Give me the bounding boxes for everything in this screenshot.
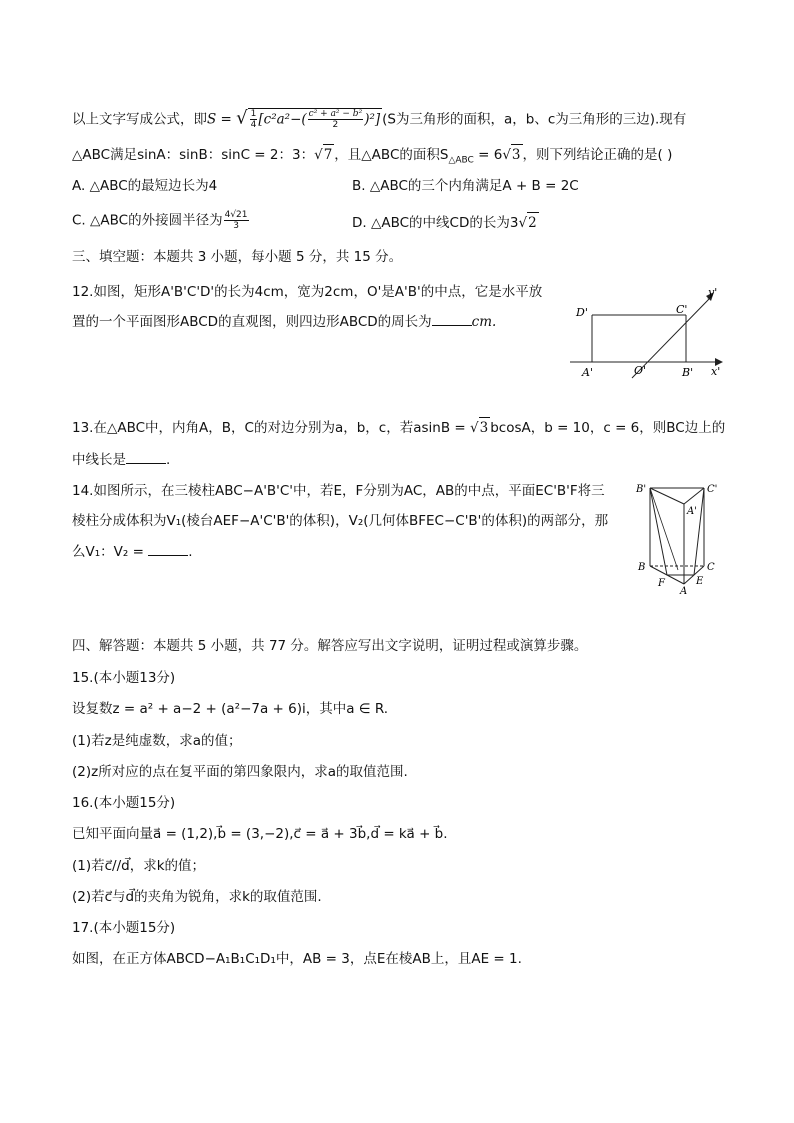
label-C: C: [707, 562, 715, 573]
label-A: A: [680, 586, 688, 595]
label-B: B: [638, 562, 646, 573]
label-C: C': [676, 303, 688, 316]
option-text: △ABC的三个内角满足A + B = 2C: [369, 178, 579, 194]
option-label: B.: [352, 178, 366, 194]
label-x: x': [711, 365, 721, 378]
q15-part1: (1)若z是纯虚数，求a的值；: [72, 733, 242, 749]
area-subscript: △ABC: [448, 155, 474, 166]
q13-line1: [72, 417, 725, 438]
q14-line3: [72, 541, 193, 562]
q13-line2: [72, 449, 170, 470]
section3-heading: 三、填空题：本题共 3 小题，每小题 5 分，共 15 分。: [72, 249, 403, 265]
frac-quarter: $\frac{1}{4}$: [250, 109, 257, 130]
q12-line1: 12.如图，矩形A'B'C'D'的长为4cm，宽为2cm，O'是A'B'的中点，它是水平放: [72, 284, 543, 300]
q13-line2-suffix: .: [166, 452, 171, 468]
q16-stem: 已知平面向量a⃗ = (1,2),b⃗ = (3,−2),c⃗ = a⃗ + 3b⃗,d⃗ = ka⃗ + b⃗.: [72, 826, 448, 842]
label-A: A': [582, 366, 593, 379]
option-label: A.: [72, 178, 86, 194]
edge-EC1: [694, 488, 704, 575]
q15-part2: (2)z所对应的点在复平面的第四象限内，求a的取值范围.: [72, 764, 408, 780]
section4-heading: 四、解答题：本题共 5 小题，共 77 分。解答应写出文字说明，证明过程或演算步骤。: [72, 638, 588, 654]
sqrt-7: 7: [323, 144, 335, 165]
q11-option-c[interactable]: [72, 210, 250, 231]
q14-line1: 14.如图所示，在三棱柱ABC−A'B'C'中，若E，F分别为AC，AB的中点，平面EC'B'F将三: [72, 483, 605, 499]
label-B: B': [682, 366, 694, 379]
label-E: E: [696, 576, 704, 587]
sqrt-3: 3: [479, 417, 491, 438]
q16-title: 16.(本小题15分): [72, 795, 176, 811]
q11-line2-suffix: ，则下列结论正确的是( ): [522, 147, 673, 163]
q13-line1-suffix: bcosA，b = 10，c = 6，则BC边上的: [490, 420, 726, 436]
q12-line2-prefix: 置的一个平面图形ABCD的直观图，则四边形ABCD的周长为: [72, 314, 432, 330]
option-label: C.: [72, 212, 86, 229]
label-y: y': [708, 286, 718, 299]
q15-stem: 设复数z = a² + a−2 + (a²−7a + 6)i，其中a ∈ R.: [72, 701, 389, 717]
radical-sign: √: [314, 147, 323, 163]
q11-line1: [72, 108, 686, 130]
q11-option-d[interactable]: [352, 212, 539, 233]
radical-sign: √: [518, 215, 528, 231]
edge-A1C1: [684, 488, 704, 504]
q13-line2-prefix: 中线长是: [72, 452, 126, 468]
q15-title: 15.(本小题13分): [72, 670, 176, 686]
sqrt-3: 3: [511, 144, 523, 165]
formula-S: S: [207, 111, 217, 128]
q11-option-a[interactable]: [72, 176, 217, 196]
radical-sign: √: [236, 107, 248, 129]
edge-B1A1: [650, 488, 684, 504]
label-O: O': [634, 364, 647, 377]
label-D: D': [576, 306, 588, 319]
formula-close: )²]: [364, 111, 381, 128]
q17-stem: 如图，在正方体ABCD−A₁B₁C₁D₁中，AB = 3，点E在棱AB上，且AE = 1.: [72, 951, 522, 967]
q11-line2-prefix: △ABC满足sinA：sinB：sinC = 2：3：: [72, 147, 315, 163]
q11-line2-mid: ，且△ABC的面积S: [334, 147, 449, 163]
q14-line3-suffix: .: [188, 544, 193, 560]
q14-figure: [634, 480, 724, 595]
frac-cos: $\frac{\text{c² + a² − b²}}{2}$: [308, 109, 363, 130]
q12-line2-suffix: cm.: [471, 314, 497, 330]
label-A1: A': [687, 506, 697, 517]
q13-line1-prefix: 13.在△ABC中，内角A，B，C的对边分别为a，b，c，若asinB =: [72, 420, 470, 436]
answer-blank[interactable]: [432, 311, 472, 326]
q11-option-b[interactable]: [352, 176, 579, 196]
answer-blank[interactable]: [126, 449, 166, 464]
q11-line1-prefix: 以上文字写成公式，即: [72, 111, 207, 128]
formula-inner: [c²a²−(: [258, 111, 307, 128]
sqrt-2: 2: [527, 212, 539, 233]
radical-sign: √: [470, 420, 479, 436]
q17-title: 17.(本小题15分): [72, 920, 176, 936]
option-label: D.: [352, 215, 367, 231]
q11-line2-eq: = 6: [473, 147, 503, 163]
q11-line2: [72, 144, 672, 171]
option-text: △ABC的外接圆半径为: [90, 212, 223, 229]
equals-sign: =: [216, 111, 237, 128]
q16-part1: (1)若c⃗//d⃗，求k的值；: [72, 858, 206, 874]
option-text: △ABC的最短边长为4: [89, 178, 218, 194]
label-F: F: [658, 578, 665, 589]
q16-part2: (2)若c⃗与d⃗的夹角为锐角，求k的取值范围.: [72, 889, 322, 905]
answer-blank[interactable]: [148, 541, 188, 556]
sqrt-heron: [248, 108, 383, 130]
q12-figure: [570, 282, 730, 382]
radical-sign: √: [502, 147, 511, 163]
q12-line2: [72, 311, 496, 332]
frac-radius: $\frac{4√21}{3}$: [224, 210, 248, 231]
q11-line1-suffix: (S为三角形的面积，a，b、c为三角形的三边).现有: [382, 111, 687, 128]
option-text: △ABC的中线CD的长为3: [370, 215, 519, 231]
label-B1: B': [636, 484, 647, 495]
label-C1: C': [707, 484, 718, 495]
q14-line3-prefix: 么V₁：V₂ =: [72, 544, 149, 560]
q14-line2: 棱柱分成体积为V₁(棱台AEF−A'C'B'的体积)，V₂(几何体BFEC−C'B'的体积)的两部分，那: [72, 513, 609, 529]
